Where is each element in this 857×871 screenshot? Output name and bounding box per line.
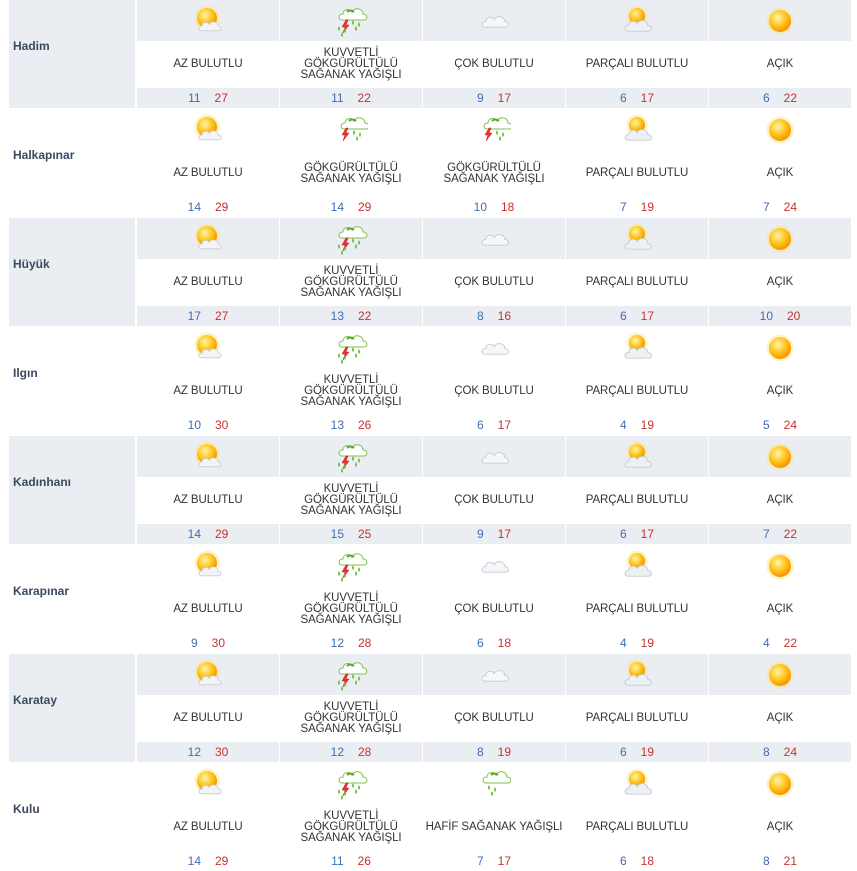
mostly-sunny-icon [566, 545, 708, 586]
condition-label: AZ BULUTLU [137, 586, 279, 633]
heavy-thunderstorm-icon [280, 0, 422, 41]
temperature-range [423, 633, 565, 653]
temperature-range [137, 524, 279, 544]
min-temperature: 7 [619, 200, 627, 214]
forecast-day-cell [566, 436, 708, 544]
temperature-range [137, 306, 279, 326]
max-temperature: 22 [357, 91, 371, 105]
min-temperature: 14 [187, 854, 201, 868]
heavy-thunderstorm-icon [280, 436, 422, 477]
min-temperature: 9 [476, 527, 484, 541]
sunny-icon [709, 0, 851, 41]
max-temperature: 26 [357, 854, 371, 868]
city-name[interactable]: Hadim [13, 39, 50, 53]
forecast-day-cell [280, 545, 422, 653]
city-row [0, 436, 857, 544]
temperature-range [280, 742, 422, 762]
min-temperature: 6 [762, 91, 770, 105]
min-temperature: 4 [619, 636, 627, 650]
condition-label: AÇIK [709, 695, 851, 742]
sunny-icon [709, 763, 851, 804]
condition-label: KUVVETLİ GÖKGÜRÜLTÜLÜ SAĞANAK YAĞIŞLI [280, 695, 422, 742]
heavy-thunderstorm-icon [280, 218, 422, 259]
min-temperature: 13 [330, 309, 344, 323]
temperature-range [566, 88, 708, 108]
min-temperature: 6 [619, 745, 627, 759]
min-temperature: 6 [476, 636, 484, 650]
city-name[interactable]: Hüyük [13, 257, 50, 271]
forecast-day-cell [423, 654, 565, 762]
forecast-day-cell [280, 436, 422, 544]
condition-label: AÇIK [709, 41, 851, 88]
partly-sunny-icon [137, 327, 279, 368]
forecast-day-cell [709, 218, 851, 326]
forecast-day-cell [137, 763, 279, 871]
heavy-thunderstorm-icon [280, 327, 422, 368]
cloudy-icon [423, 545, 565, 586]
max-temperature: 19 [640, 200, 655, 214]
cloudy-icon [423, 218, 565, 259]
min-temperature: 4 [762, 636, 770, 650]
max-temperature: 25 [358, 527, 372, 541]
max-temperature: 17 [497, 418, 512, 432]
city-name-cell[interactable] [9, 0, 135, 108]
forecast-day-cell [566, 654, 708, 762]
forecast-day-cell [709, 763, 851, 871]
temperature-range [709, 306, 851, 326]
temperature-range [566, 197, 708, 217]
max-temperature: 24 [783, 418, 798, 432]
max-temperature: 18 [497, 636, 512, 650]
temperature-range [280, 415, 422, 435]
temperature-range [280, 851, 422, 871]
city-name-cell[interactable] [9, 763, 135, 871]
mostly-sunny-icon [566, 327, 708, 368]
temperature-range [280, 633, 422, 653]
temperature-range [423, 851, 565, 871]
heavy-thunderstorm-icon [280, 545, 422, 586]
city-name[interactable]: Ilgın [13, 366, 38, 380]
condition-label: PARÇALI BULUTLU [566, 150, 708, 197]
heavy-thunderstorm-icon [280, 654, 422, 695]
min-temperature: 11 [331, 91, 344, 105]
sunny-icon [709, 654, 851, 695]
temperature-range [423, 524, 565, 544]
min-temperature: 10 [473, 200, 487, 214]
max-temperature: 27 [214, 91, 228, 105]
condition-label: PARÇALI BULUTLU [566, 586, 708, 633]
condition-label: GÖKGÜRÜLTÜLÜ SAĞANAK YAĞIŞLI [423, 150, 565, 197]
city-row [0, 654, 857, 762]
forecast-day-cell [280, 218, 422, 326]
condition-label: KUVVETLİ GÖKGÜRÜLTÜLÜ SAĞANAK YAĞIŞLI [280, 586, 422, 633]
forecast-day-cell [137, 327, 279, 435]
condition-label: KUVVETLİ GÖKGÜRÜLTÜLÜ SAĞANAK YAĞIŞLI [280, 41, 422, 88]
max-temperature: 20 [787, 309, 801, 323]
min-temperature: 7 [476, 854, 484, 868]
partly-sunny-icon [137, 763, 279, 804]
city-row [0, 109, 857, 217]
forecast-day-cell [709, 0, 851, 108]
condition-label: AÇIK [709, 477, 851, 524]
sunny-icon [709, 109, 851, 150]
partly-sunny-icon [137, 109, 279, 150]
min-temperature: 14 [187, 527, 201, 541]
max-temperature: 28 [358, 745, 372, 759]
condition-label: KUVVETLİ GÖKGÜRÜLTÜLÜ SAĞANAK YAĞIŞLI [280, 477, 422, 524]
min-temperature: 11 [331, 854, 344, 868]
min-temperature: 17 [187, 309, 201, 323]
forecast-day-cell [280, 109, 422, 217]
sunny-icon [709, 545, 851, 586]
forecast-day-cell [566, 0, 708, 108]
temperature-range [566, 415, 708, 435]
condition-label: ÇOK BULUTLU [423, 695, 565, 742]
forecast-day-cell [423, 545, 565, 653]
forecast-day-cell [566, 763, 708, 871]
city-name-cell[interactable] [9, 109, 135, 217]
temperature-range [709, 524, 851, 544]
condition-label: PARÇALI BULUTLU [566, 695, 708, 742]
heavy-thunderstorm-icon [280, 763, 422, 804]
city-name[interactable]: Karapınar [13, 584, 70, 598]
condition-label: PARÇALI BULUTLU [566, 259, 708, 306]
max-temperature: 29 [215, 527, 229, 541]
temperature-range [280, 88, 422, 108]
city-row [0, 327, 857, 435]
temperature-range [137, 851, 279, 871]
min-temperature: 12 [330, 636, 344, 650]
city-name-cell[interactable] [9, 327, 135, 435]
max-temperature: 17 [640, 527, 655, 541]
min-temperature: 8 [476, 745, 484, 759]
city-name-cell[interactable] [9, 654, 135, 762]
city-row [0, 545, 857, 653]
temperature-range [423, 415, 565, 435]
city-row [0, 763, 857, 871]
condition-label: GÖKGÜRÜLTÜLÜ SAĞANAK YAĞIŞLI [280, 150, 422, 197]
condition-label: HAFİF SAĞANAK YAĞIŞLI [423, 804, 565, 851]
city-name-cell[interactable] [9, 545, 135, 653]
max-temperature: 28 [358, 636, 372, 650]
max-temperature: 16 [497, 309, 512, 323]
temperature-range [709, 197, 851, 217]
forecast-day-cell [566, 109, 708, 217]
forecast-day-cell [709, 436, 851, 544]
mostly-sunny-icon [566, 763, 708, 804]
forecast-day-cell [709, 109, 851, 217]
max-temperature: 24 [783, 200, 798, 214]
max-temperature: 21 [783, 854, 798, 868]
max-temperature: 26 [358, 418, 372, 432]
temperature-range [423, 197, 565, 217]
max-temperature: 22 [358, 309, 372, 323]
temperature-range [280, 306, 422, 326]
forecast-day-cell [423, 763, 565, 871]
max-temperature: 17 [497, 854, 512, 868]
min-temperature: 5 [762, 418, 770, 432]
max-temperature: 17 [640, 91, 655, 105]
temperature-range [137, 415, 279, 435]
condition-label: KUVVETLİ GÖKGÜRÜLTÜLÜ SAĞANAK YAĞIŞLI [280, 259, 422, 306]
max-temperature: 29 [215, 854, 229, 868]
condition-label: AZ BULUTLU [137, 477, 279, 524]
condition-label: PARÇALI BULUTLU [566, 41, 708, 88]
forecast-day-cell [280, 0, 422, 108]
temperature-range [566, 524, 708, 544]
condition-label: AZ BULUTLU [137, 695, 279, 742]
forecast-day-cell [709, 654, 851, 762]
city-row [0, 0, 857, 108]
max-temperature: 22 [783, 91, 798, 105]
max-temperature: 30 [215, 418, 229, 432]
max-temperature: 30 [215, 745, 229, 759]
temperature-range [709, 851, 851, 871]
sunny-icon [709, 436, 851, 477]
forecast-day-cell [709, 545, 851, 653]
forecast-day-cell [423, 327, 565, 435]
temperature-range [137, 633, 279, 653]
condition-label: ÇOK BULUTLU [423, 477, 565, 524]
max-temperature: 19 [497, 745, 512, 759]
condition-label: AÇIK [709, 259, 851, 306]
min-temperature: 11 [188, 91, 201, 105]
max-temperature: 17 [497, 91, 512, 105]
max-temperature: 29 [358, 200, 372, 214]
partly-sunny-icon [137, 654, 279, 695]
temperature-range [709, 633, 851, 653]
forecast-day-cell [423, 109, 565, 217]
city-name-cell[interactable] [9, 218, 135, 326]
forecast-day-cell [280, 763, 422, 871]
max-temperature: 22 [783, 527, 798, 541]
forecast-day-cell [137, 436, 279, 544]
min-temperature: 12 [187, 745, 201, 759]
min-temperature: 9 [190, 636, 198, 650]
forecast-day-cell [423, 218, 565, 326]
max-temperature: 17 [497, 527, 512, 541]
temperature-range [137, 742, 279, 762]
cloudy-icon [423, 0, 565, 41]
condition-label: ÇOK BULUTLU [423, 586, 565, 633]
min-temperature: 6 [619, 91, 627, 105]
forecast-day-cell [280, 327, 422, 435]
min-temperature: 6 [476, 418, 484, 432]
temperature-range [423, 306, 565, 326]
city-name-cell[interactable] [9, 436, 135, 544]
min-temperature: 4 [619, 418, 627, 432]
condition-label: ÇOK BULUTLU [423, 259, 565, 306]
min-temperature: 12 [330, 745, 344, 759]
temperature-range [137, 88, 279, 108]
partly-sunny-icon [137, 0, 279, 41]
cloudy-icon [423, 327, 565, 368]
temperature-range [566, 742, 708, 762]
min-temperature: 13 [330, 418, 344, 432]
forecast-day-cell [566, 545, 708, 653]
max-temperature: 27 [215, 309, 229, 323]
condition-label: AZ BULUTLU [137, 41, 279, 88]
thunderstorm-icon [280, 109, 422, 150]
mostly-sunny-icon [566, 654, 708, 695]
condition-label: ÇOK BULUTLU [423, 368, 565, 415]
max-temperature: 22 [783, 636, 798, 650]
max-temperature: 18 [640, 854, 655, 868]
min-temperature: 8 [762, 745, 770, 759]
forecast-day-cell [423, 0, 565, 108]
condition-label: AÇIK [709, 368, 851, 415]
city-name[interactable]: Kulu [13, 802, 40, 816]
condition-label: PARÇALI BULUTLU [566, 368, 708, 415]
forecast-day-cell [137, 218, 279, 326]
temperature-range [423, 742, 565, 762]
forecast-day-cell [137, 545, 279, 653]
partly-sunny-icon [137, 436, 279, 477]
temperature-range [709, 415, 851, 435]
max-temperature: 29 [215, 200, 229, 214]
partly-sunny-icon [137, 218, 279, 259]
min-temperature: 10 [187, 418, 201, 432]
max-temperature: 19 [640, 418, 655, 432]
temperature-range [566, 851, 708, 871]
temperature-range [709, 742, 851, 762]
forecast-day-cell [137, 654, 279, 762]
condition-label: AZ BULUTLU [137, 259, 279, 306]
mostly-sunny-icon [566, 0, 708, 41]
partly-sunny-icon [137, 545, 279, 586]
city-row [0, 218, 857, 326]
condition-label: AÇIK [709, 586, 851, 633]
temperature-range [137, 197, 279, 217]
mostly-sunny-icon [566, 436, 708, 477]
max-temperature: 18 [501, 200, 515, 214]
min-temperature: 8 [762, 854, 770, 868]
sunny-icon [709, 218, 851, 259]
min-temperature: 15 [330, 527, 344, 541]
max-temperature: 17 [640, 309, 655, 323]
min-temperature: 7 [762, 200, 770, 214]
condition-label: KUVVETLİ GÖKGÜRÜLTÜLÜ SAĞANAK YAĞIŞLI [280, 804, 422, 851]
light-shower-icon [423, 763, 565, 804]
condition-label: AÇIK [709, 150, 851, 197]
condition-label: ÇOK BULUTLU [423, 41, 565, 88]
min-temperature: 9 [476, 91, 484, 105]
min-temperature: 6 [619, 854, 627, 868]
min-temperature: 6 [619, 527, 627, 541]
min-temperature: 14 [330, 200, 344, 214]
temperature-range [280, 524, 422, 544]
cloudy-icon [423, 436, 565, 477]
forecast-day-cell [566, 327, 708, 435]
mostly-sunny-icon [566, 218, 708, 259]
condition-label: AÇIK [709, 804, 851, 851]
min-temperature: 7 [762, 527, 770, 541]
forecast-day-cell [137, 0, 279, 108]
max-temperature: 19 [640, 636, 655, 650]
city-name[interactable]: Halkapınar [13, 148, 75, 162]
condition-label: AZ BULUTLU [137, 368, 279, 415]
temperature-range [566, 633, 708, 653]
condition-label: KUVVETLİ GÖKGÜRÜLTÜLÜ SAĞANAK YAĞIŞLI [280, 368, 422, 415]
temperature-range [423, 88, 565, 108]
min-temperature: 14 [187, 200, 201, 214]
min-temperature: 8 [476, 309, 484, 323]
city-name[interactable]: Kadınhanı [13, 475, 72, 489]
condition-label: PARÇALI BULUTLU [566, 804, 708, 851]
min-temperature: 6 [619, 309, 627, 323]
city-name[interactable]: Karatay [13, 693, 58, 707]
condition-label: AZ BULUTLU [137, 150, 279, 197]
condition-label: PARÇALI BULUTLU [566, 477, 708, 524]
temperature-range [280, 197, 422, 217]
max-temperature: 30 [211, 636, 226, 650]
thunderstorm-icon [423, 109, 565, 150]
forecast-day-cell [137, 109, 279, 217]
max-temperature: 24 [783, 745, 798, 759]
forecast-day-cell [423, 436, 565, 544]
min-temperature: 10 [759, 309, 773, 323]
condition-label: AZ BULUTLU [137, 804, 279, 851]
sunny-icon [709, 327, 851, 368]
temperature-range [709, 88, 851, 108]
cloudy-icon [423, 654, 565, 695]
forecast-day-cell [709, 327, 851, 435]
forecast-day-cell [566, 218, 708, 326]
temperature-range [566, 306, 708, 326]
max-temperature: 19 [640, 745, 655, 759]
mostly-sunny-icon [566, 109, 708, 150]
forecast-day-cell [280, 654, 422, 762]
